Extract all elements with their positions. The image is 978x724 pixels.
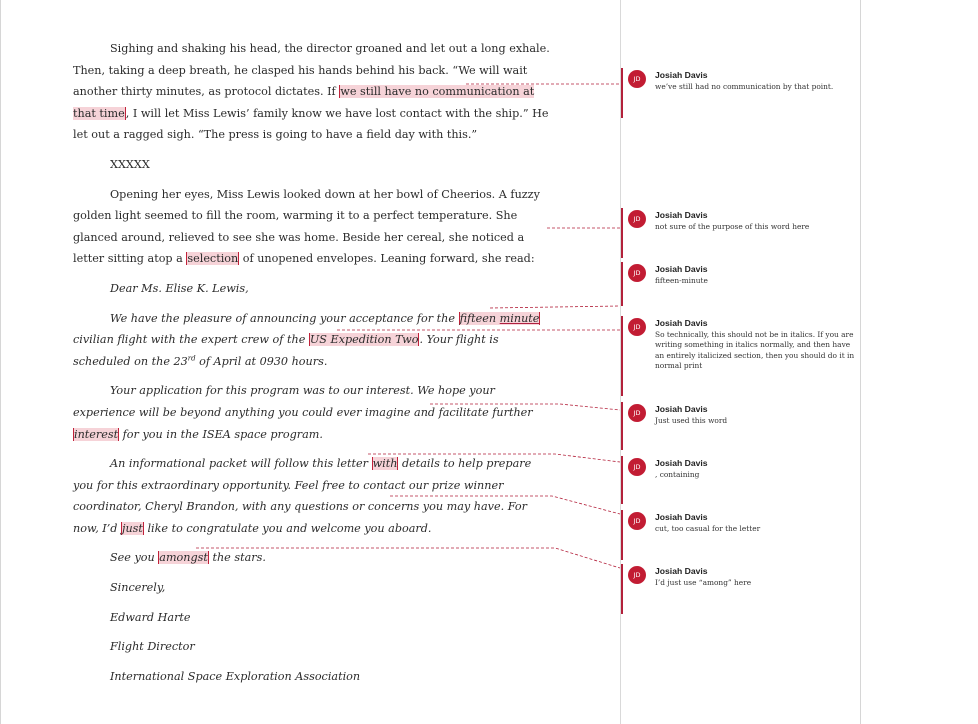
comment-anchor-4[interactable]: US Expedition Two bbox=[309, 333, 419, 347]
comment-author: Josiah Davis bbox=[655, 458, 708, 468]
comment-bar-3 bbox=[621, 262, 623, 306]
comment-text: I’d just use “among” here bbox=[655, 578, 752, 587]
comment-anchor-3[interactable]: fifteen minute bbox=[459, 311, 540, 325]
comment-anchor-5[interactable]: interest bbox=[74, 427, 119, 441]
page-right-edge bbox=[860, 0, 861, 724]
comment-anchor-1[interactable]: we still have no communication at that time bbox=[73, 85, 535, 120]
avatar: JD bbox=[628, 318, 646, 336]
comment-bar-2 bbox=[621, 208, 623, 258]
comment-bar-4 bbox=[621, 316, 623, 396]
signature-name: Edward Harte bbox=[110, 610, 191, 624]
scene-separator: XXXXX bbox=[110, 157, 150, 171]
signature-organization: International Space Exploration Association bbox=[110, 669, 361, 683]
comment-author: Josiah Davis bbox=[655, 566, 708, 576]
avatar: JD bbox=[628, 404, 646, 422]
document-body[interactable] bbox=[73, 38, 553, 687]
comment-anchor-7[interactable]: just bbox=[122, 521, 143, 535]
letter-paragraph-3: An informational packet will follow this letter with details to help prepare you for this extraordinary opportunity. Feel free to contact our prize winner coordinator, Cheryl Brandon, with any questions or concerns you may have. For now, I’d just like to congratulate you and welcome you aboard. bbox=[73, 457, 532, 535]
letter-signoff-line: See you amongst the stars. bbox=[110, 551, 266, 565]
letter-paragraph-2: Your application for this program was to our interest. We hope your experience will be beyond anything you could ever imagine and facilitate further interest for you in the ISEA space program. bbox=[73, 384, 533, 441]
signature-title: Flight Director bbox=[110, 640, 195, 654]
comment-text: not sure of the purpose of this word here bbox=[655, 222, 810, 231]
paragraph-2: Opening her eyes, Miss Lewis looked down at her bowl of Cheerios. A fuzzy golden light seemed to fill the room, warming it to a perfect temperature. She glanced around, relieved to see she was home. Beside her cereal, she noticed a letter sitting atop a selection of unopened envelopes. Leaning forward, she read: bbox=[73, 187, 540, 266]
comment-author: Josiah Davis bbox=[655, 512, 708, 522]
comment-anchor-6[interactable]: with bbox=[372, 457, 398, 471]
comment-anchor-2[interactable]: selection bbox=[187, 252, 239, 266]
avatar: JD bbox=[628, 264, 646, 282]
comment-anchor-8[interactable]: amongst bbox=[159, 551, 208, 565]
comment-bar-7 bbox=[621, 510, 623, 560]
comment-text: fifteen-minute bbox=[655, 276, 708, 285]
comment-text: cut, too casual for the letter bbox=[655, 524, 761, 533]
comment-text: Just used this word bbox=[655, 416, 728, 425]
comment-text: So technically, this should not be in italics. If you are writing something in italics normally, and then have an entirely italicized section, then you should do it in normal print bbox=[655, 330, 855, 371]
comment-author: Josiah Davis bbox=[655, 264, 708, 274]
comment-text: , containing bbox=[655, 470, 700, 479]
comment-bar-5 bbox=[621, 402, 623, 450]
letter-salutation: Dear Ms. Elise K. Lewis, bbox=[110, 281, 249, 295]
comment-author: Josiah Davis bbox=[655, 318, 708, 328]
comment-author: Josiah Davis bbox=[655, 70, 708, 80]
comment-author: Josiah Davis bbox=[655, 210, 708, 220]
paragraph-1: Sighing and shaking his head, the director groaned and let out a long exhale. Then, taking a deep breath, he clasped his hands behind his back. “We will wait another thirty minutes, as protocol dictates. If we still have no communication at that time, I will let Miss Lewis’ family know we have lost contact with the ship.” He let out a ragged sigh. “The press is going to have a field day with this.” bbox=[73, 42, 550, 142]
comment-bar-1 bbox=[621, 68, 623, 118]
comment-bar-8 bbox=[621, 564, 623, 614]
avatar: JD bbox=[628, 210, 646, 228]
avatar: JD bbox=[628, 566, 646, 584]
comment-text: we’ve still had no communication by that point. bbox=[655, 82, 834, 91]
page-left-edge bbox=[0, 0, 1, 724]
avatar: JD bbox=[628, 70, 646, 88]
comment-bar-6 bbox=[621, 456, 623, 504]
avatar: JD bbox=[628, 458, 646, 476]
letter-paragraph-1: We have the pleasure of announcing your acceptance for the fifteen minute civilian flight with the expert crew of the US Expedition Two. Your flight is scheduled on the 23rd of April at 0930 hours. bbox=[73, 311, 540, 368]
avatar: JD bbox=[628, 512, 646, 530]
letter-closing: Sincerely, bbox=[110, 581, 166, 595]
comment-author: Josiah Davis bbox=[655, 404, 708, 414]
